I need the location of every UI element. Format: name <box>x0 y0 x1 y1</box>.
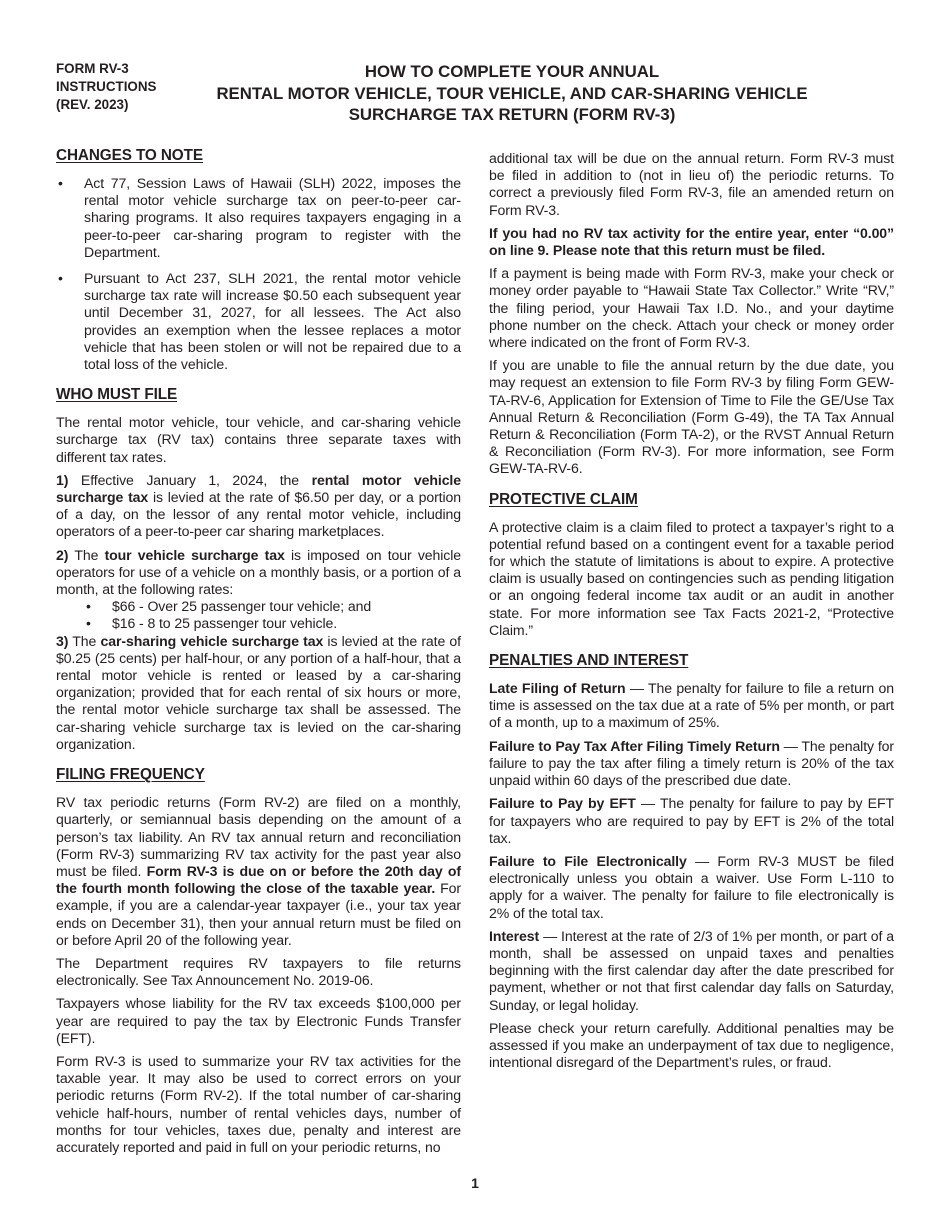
list-item: • Act 77, Session Laws of Hawaii (SLH) 2022, imposes the rental motor vehicle surcharge tax on peer-to-peer car-sharing programs. It also requires taxpayers engaging in a peer-to-peer car-sharing program to register with the Department. <box>56 175 461 261</box>
list-item: • $16 - 8 to 25 passenger tour vehicle. <box>56 615 461 632</box>
filing-p7: If you are unable to file the annual return by the due date, you may request an extension to file Form RV-3 by filing Form GEW-TA-RV-6, Application for Extension of Time to File the GE/Use Tax Annual Return & Reconciliation (Form G-49), the TA Tax Annual Return & Reconciliation (Form TA-2), or the RVST Annual Return & Reconciliation (Form RV-3). For more information, see Form GEW-TA-RV-6. <box>489 357 894 477</box>
filing-p2: The Department requires RV taxpayers to file returns electronically. See Tax Announcement No. 2019-06. <box>56 954 461 989</box>
page-title <box>176 61 848 126</box>
changes-heading: CHANGES TO NOTE <box>56 147 203 164</box>
title-line: SURCHARGE TAX RETURN (FORM RV-3) <box>348 105 676 124</box>
penalty-item: Interest — Interest at the rate of 2/3 of 1% per month, or part of a month, shall be assessed on unpaid taxes and penalties beginning with the first calendar day after the date prescribed for payment, whether or not that first calendar day falls on Saturday, Sunday, or legal holiday. <box>489 927 894 1013</box>
form-id <box>56 60 186 114</box>
protective-claim-heading: PROTECTIVE CLAIM <box>489 490 638 508</box>
who-item-1: 1) Effective January 1, 2024, the rental motor vehicle surcharge tax is levied at the rate of $6.50 per day, or a portion of a day, on the lessor of any rental motor vehicle, including operators of a peer-to-peer car sharing marketplaces. <box>56 471 461 540</box>
form-id-line: FORM RV-3 <box>56 61 129 76</box>
who-intro: The rental motor vehicle, tour vehicle, and car-sharing vehicle surcharge tax (RV tax) contains three separate taxes with different tax rates. <box>56 414 461 465</box>
title-line: HOW TO COMPLETE YOUR ANNUAL <box>364 62 660 81</box>
right-column <box>489 150 894 1077</box>
filing-p4-continued: additional tax will be due on the annual return. Form RV-3 must be filed in addition to (not in lieu of) the periodic returns. To correct a previously filed Form RV-3, file an amended return on Form RV-3. <box>489 150 894 218</box>
changes-list <box>56 175 461 373</box>
form-id-line: INSTRUCTIONS <box>56 79 157 94</box>
penalty-item: Failure to File Electronically — Form RV-3 MUST be filed electronically unless you obtain a waiver. Use Form L-110 to apply for a waiver. The penalty for failure to file electronically is 2% of the total tax. <box>489 852 894 921</box>
who-must-file-heading: WHO MUST FILE <box>56 386 178 404</box>
penalties-heading: PENALTIES AND INTEREST <box>489 652 689 670</box>
penalty-item: Late Filing of Return — The penalty for failure to file a return on time is assessed on the tax due at a rate of 5% per month, or part of a month, up to a maximum of 25%. <box>489 680 894 731</box>
filing-p1: RV tax periodic returns (Form RV-2) are filed on a monthly, quarterly, or semiannual basis depending on the amount of a person’s tax liability. An RV tax annual return and reconciliation (Form RV-3) summarizing RV tax activity for the past year also must be filed. Form RV-3 is due on or before the 20th day of the fourth month following the close of the taxable year. For example, if you are a calendar-year taxpayer (i.e., your tax year ends on December 31), then your annual return must be filed on or before April 20 of the following year. <box>56 794 461 948</box>
penalty-item: Failure to Pay Tax After Filing Timely Return — The penalty for failure to pay the tax after filing a timely return is 20% of the tax unpaid within 60 days of the prescribed due date. <box>489 737 894 789</box>
left-column <box>56 146 461 1162</box>
penalties-closing: Please check your return carefully. Additional penalties may be assessed if you make an underpayment of tax due to negligence, intentional disregard of the Department’s rules, or fraud. <box>489 1019 894 1071</box>
protective-text: A protective claim is a claim filed to protect a taxpayer’s right to a potential refund based on a contingent event for a taxable period for which the statute of limitations is about to expire. A protective claim is usually based on contingencies such as pending litigation or an ongoing federal income tax audit or an audit in another state. For more information see Tax Facts 2021-2, “Protective Claim.” <box>489 518 894 638</box>
filing-p5: If you had no RV tax activity for the entire year, enter “0.00” on line 9. Please note that this return must be filed. <box>489 224 894 259</box>
who-item-3: 3) The car-sharing vehicle surcharge tax is levied at the rate of $0.25 (25 cents) per half-hour, or any portion of a half-hour, that a rental motor vehicle is rented or leased by a car-sharing organization; provided that for each rental of six hours or more, the rental motor vehicle surcharge tax shall be assessed. The car-sharing vehicle surcharge tax is levied on the car-sharing organization. <box>56 632 461 752</box>
filing-p4: Form RV-3 is used to summarize your RV tax activities for the taxable year. It may also be used to correct errors on your periodic returns (Form RV-2). If the total number of car-sharing vehicle half-hours, number of rental vehicles days, number of months for tour vehicles, taxes due, penalty and interest are accurately reported and paid in full on your periodic returns, no <box>56 1052 461 1155</box>
filing-p3: Taxpayers whose liability for the RV tax exceeds $100,000 per year are required to pay the tax by Electronic Funds Transfer (EFT). <box>56 995 461 1046</box>
filing-frequency-heading: FILING FREQUENCY <box>56 766 205 784</box>
list-item: • $66 - Over 25 passenger tour vehicle; and <box>56 598 461 615</box>
who-item-2: 2) The tour vehicle surcharge tax is imposed on tour vehicle operators for use of a vehicle on a monthly basis, or a portion of a month, at the following rates: <box>56 546 461 598</box>
page-number: 1 <box>471 1175 479 1191</box>
tour-rates-list <box>56 598 461 632</box>
filing-p6: If a payment is being made with Form RV-3, make your check or money order payable to “Hawaii State Tax Collector.” Write “RV,” the filing period, your Hawaii Tax I.D. No., and your daytime phone number on the check. Attach your check or money order where indicated on the front of Form RV-3. <box>489 265 894 351</box>
list-item: • Pursuant to Act 237, SLH 2021, the rental motor vehicle surcharge tax rate will increase $0.50 each subsequent year until December 31, 2027, for all lessees. The Act also provides an exemption when the lessee replaces a motor vehicle that has been stolen or will not be repaired due to a total loss of the vehicle. <box>56 270 461 373</box>
form-id-line: (REV. 2023) <box>56 97 129 112</box>
penalty-item: Failure to Pay by EFT — The penalty for failure to pay by EFT for taxpayers who are required to pay by EFT is 2% of the total tax. <box>489 795 894 846</box>
title-line: RENTAL MOTOR VEHICLE, TOUR VEHICLE, AND CAR-SHARING VEHICLE <box>216 83 808 103</box>
